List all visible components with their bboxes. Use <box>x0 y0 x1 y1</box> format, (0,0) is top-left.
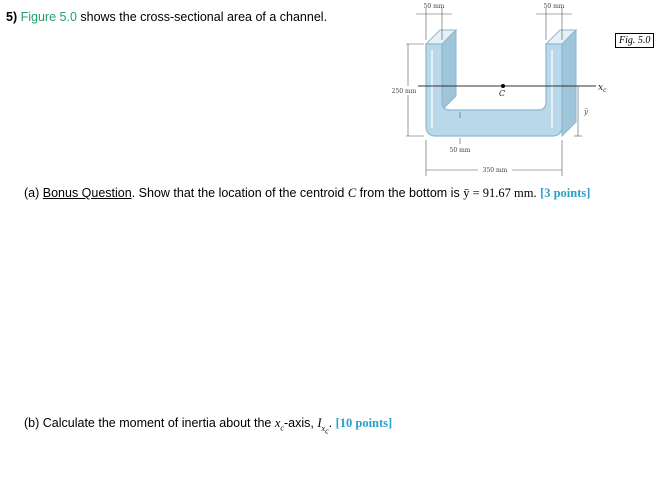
ybar-label: ȳ <box>584 108 588 116</box>
part-a-points: [3 points] <box>540 186 591 200</box>
moment-sub-letter: x <box>321 423 326 433</box>
question-heading <box>6 10 327 24</box>
part-a-prefix: (a) <box>24 186 40 200</box>
axis-subscript: c <box>280 423 284 433</box>
question-number: 5) <box>6 10 18 24</box>
part-a-text1: . Show that the location of the centroid <box>131 186 345 200</box>
right-flange-side-face <box>562 30 576 136</box>
part-b-prefix: (b) <box>24 416 40 430</box>
axis-subscript: c <box>603 87 607 94</box>
part-b-points: [10 points] <box>335 416 393 430</box>
dim-top-right: 50 mm <box>543 3 565 10</box>
part-a-text2: from the bottom is <box>359 186 460 200</box>
axis-letter: x <box>598 83 604 93</box>
part-b: (b) Calculate the moment of inertia about the $x_c$-axis, $I_{x_c}$. [10 points] <box>24 416 393 436</box>
channel-figure <box>370 0 630 180</box>
dim-top-left: 50 mm <box>423 3 445 10</box>
centroid-label: C <box>498 89 506 98</box>
axis-label <box>598 83 607 94</box>
dim-height: 250 mm <box>391 88 417 95</box>
part-b-text2: -axis, <box>283 416 314 430</box>
question-text: shows the cross-sectional area of a channel. <box>80 10 328 24</box>
moment-subsubscript: c <box>325 426 329 436</box>
moment-subscript <box>321 423 329 436</box>
axis-letter: x <box>274 416 281 430</box>
bonus-label: Bonus Question <box>42 186 132 200</box>
part-b-text1: Calculate the moment of inertia about the <box>42 416 272 430</box>
moment-symbol <box>317 416 329 436</box>
channel-diagram <box>370 0 630 180</box>
dim-bottom-thickness: 50 mm <box>449 147 471 154</box>
dim-width: 350 mm <box>482 167 508 174</box>
centroid-point <box>501 84 505 88</box>
left-flange-side-face <box>442 30 456 110</box>
part-a <box>24 186 590 201</box>
figure-label: Fig. 5.0 <box>615 33 654 48</box>
figure-reference: Figure 5.0 <box>20 10 77 24</box>
centroid-symbol: C <box>347 186 357 200</box>
axis-symbol <box>274 416 284 433</box>
moment-letter: I <box>317 416 322 430</box>
centroid-formula: ȳ = 91.67 mm. <box>463 186 537 200</box>
